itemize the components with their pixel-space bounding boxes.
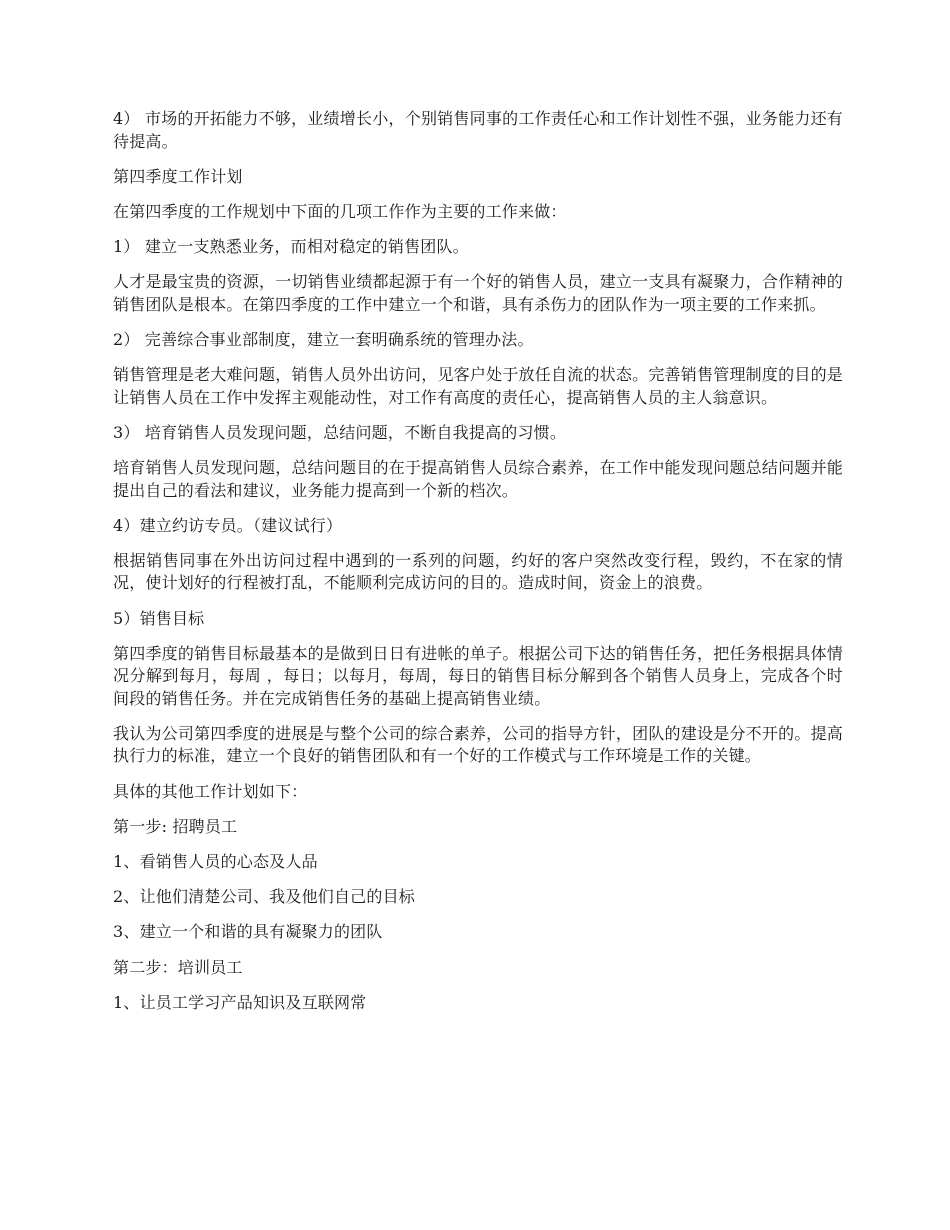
paragraph: 第四季度的销售目标最基本的是做到日日有进帐的单子。根据公司下达的销售任务，把任务根据具体情况分解到每月，每周 ，每日；以每月，每周，每日的销售目标分解到各个销售人员身上，完成各个时间段的销售任务。并在完成销售任务的基础上提高销售业绩。 [113,643,843,708]
section-heading: 第四季度工作计划 [113,166,243,186]
list-item: 1） 建立一支熟悉业务，而相对稳定的销售团队。 [113,237,469,257]
list-item: 2、让他们清楚公司、我及他们自己的目标 [113,887,415,907]
paragraph: 在第四季度的工作规划中下面的几项工作作为主要的工作来做： [113,201,567,221]
paragraph: 销售管理是老大难问题，销售人员外出访问，见客户处于放任自流的状态。完善销售管理制度的目的是让销售人员在工作中发挥主观能动性，对工作有高度的责任心，提高销售人员的主人翁意识。 [113,365,843,407]
paragraph: 培育销售人员发现问题，总结问题目的在于提高销售人员综合素养，在工作中能发现问题总结问题并能提出自己的看法和建议，业务能力提高到一个新的档次。 [113,458,843,500]
list-item: 3） 培育销售人员发现问题，总结问题，不断自我提高的习惯。 [113,422,567,442]
paragraph: 根据销售同事在外出访问过程中遇到的一系列的问题，约好的客户突然改变行程，毁约，不在家的情况，使计划好的行程被打乱，不能顺利完成访问的目的。造成时间，资金上的浪费。 [113,550,843,593]
list-item: 5）销售目标 [113,608,205,628]
step-heading: 第二步：培训员工 [113,957,243,977]
paragraph: 具体的其他工作计划如下： [113,781,308,801]
list-item: 1、看销售人员的心态及人品 [113,852,318,871]
document-page [113,108,843,1027]
paragraph: 人才是最宝贵的资源，一切销售业绩都起源于有一个好的销售人员，建立一支具有凝聚力，合作精神的销售团队是根本。在第四季度的工作中建立一个和谐，具有杀伤力的团队作为一项主要的工作来抓。 [113,272,843,314]
paragraph: 4） 市场的开拓能力不够，业绩增长小，个别销售同事的工作责任心和工作计划性不强，业务能力还有待提高。 [113,109,843,151]
step-heading: 第一步: 招聘员工 [113,816,238,836]
list-item: 2） 完善综合事业部制度，建立一套明确系统的管理办法。 [113,329,534,349]
list-item: 4）建立约访专员。（建议试行） [113,515,343,535]
list-item: 3、建立一个和谐的具有凝聚力的团队 [113,922,383,942]
list-item: 1、让员工学习产品知识及互联网常 [113,992,367,1012]
paragraph: 我认为公司第四季度的进展是与整个公司的综合素养，公司的指导方针，团队的建设是分不开的。提高执行力的标准，建立一个良好的销售团队和有一个好的工作模式与工作环境是工作的关键。 [113,723,843,766]
